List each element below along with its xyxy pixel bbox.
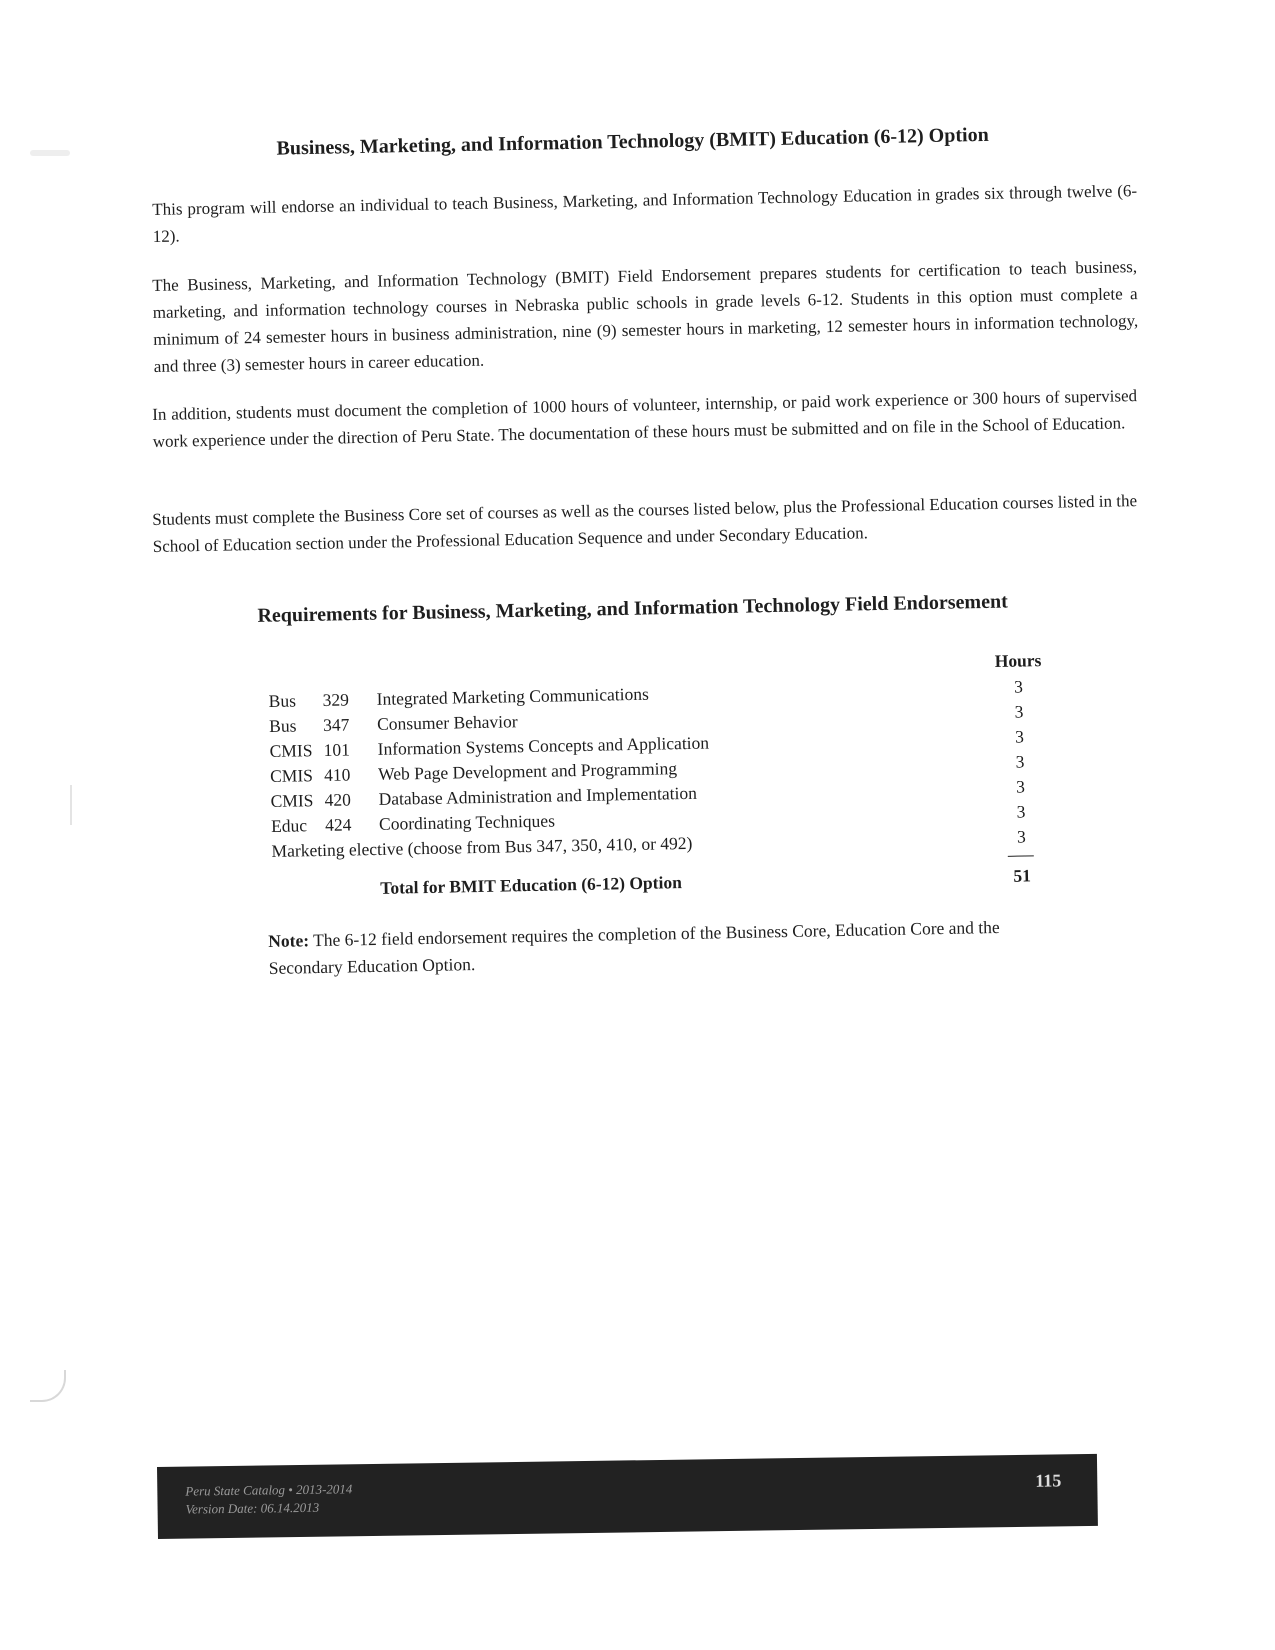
work-experience-paragraph: In addition, students must document the completion of 1000 hours of volunteer, internship, or paid work experience or 300 hours of supervised work experience under the direction of Peru State. The documentation of these hours must be submitted and on file in the School of Education. <box>152 386 1138 451</box>
note-label: Note: <box>268 930 310 951</box>
course-hours: 3 <box>1015 751 1025 772</box>
course-number: 410 <box>323 764 351 785</box>
course-hours: 3 <box>1016 801 1026 822</box>
total-divider <box>1008 855 1034 856</box>
elective-title: Marketing elective (choose from Bus 347, 350, 410, or 492) <box>271 832 693 861</box>
course-dept: Educ <box>270 815 308 836</box>
page-number: 115 <box>1035 1470 1062 1491</box>
course-number: 424 <box>324 814 352 835</box>
course-number: 420 <box>324 789 352 810</box>
business-core-paragraph: Students must complete the Business Core set of courses as well as the courses listed below, plus the Professional Education courses listed in the School of Education section under the Professional Education Sequence and under Secondary Education. <box>152 491 1138 556</box>
course-dept: Bus <box>268 715 297 736</box>
course-title: Information Systems Concepts and Application <box>377 732 710 759</box>
course-title: Database Administration and Implementation <box>378 782 698 809</box>
course-number: 347 <box>322 714 350 735</box>
course-list <box>268 674 1051 864</box>
footer-bar <box>157 1454 1098 1539</box>
course-dept: CMIS <box>269 765 314 786</box>
course-hours: 3 <box>1014 726 1025 747</box>
course-hours: 3 <box>1013 676 1024 697</box>
course-number: 101 <box>323 739 351 760</box>
scan-artifact <box>30 1370 66 1402</box>
course-dept: CMIS <box>269 740 313 761</box>
intro-paragraph: This program will endorse an individual to teach Business, Marketing, and Information Technology Education in grades six through twelve (6-12). <box>152 181 1138 246</box>
course-hours: 3 <box>1015 776 1026 797</box>
hours-column-header: Hours <box>994 650 1042 672</box>
total-row <box>272 862 1052 903</box>
note-text: The 6-12 field endorsement requires the completion of the Business Core, Education Core and the Secondary Education Option. <box>268 916 1000 978</box>
course-dept: CMIS <box>270 790 314 811</box>
course-title: Coordinating Techniques <box>378 810 556 834</box>
course-number: 329 <box>322 689 350 710</box>
course-dept: Bus <box>268 690 297 711</box>
footer-catalog-info <box>185 1480 353 1518</box>
total-label: Total for BMIT Education (6-12) Option <box>380 872 683 898</box>
scan-artifact <box>70 785 72 825</box>
footer-version-date: Version Date: 06.14.2013 <box>185 1499 320 1517</box>
total-hours: 51 <box>1013 865 1032 886</box>
course-title: Web Page Development and Programming <box>377 758 678 784</box>
course-title: Consumer Behavior <box>376 711 518 734</box>
note <box>268 913 1044 982</box>
requirements-table <box>268 650 1048 898</box>
requirements-heading: Requirements for Business, Marketing, and Information Technology Field Endorsement <box>257 590 1008 627</box>
footer-catalog-name: Peru State Catalog • 2013-2014 <box>185 1481 353 1499</box>
elective-hours: 3 <box>1016 826 1026 847</box>
course-hours: 3 <box>1014 701 1024 722</box>
page-title: Business, Marketing, and Information Technology (BMIT) Education (6-12) Option <box>276 123 989 160</box>
course-title: Integrated Marketing Communications <box>376 683 649 709</box>
endorsement-paragraph: The Business, Marketing, and Information Technology (BMIT) Field Endorsement prepares students for certification to teach business, marketing, and information technology courses in Nebraska public schools in grade levels 6-12. Students in this option must complete a minimum of 24 semester hours in business administration, nine (9) semester hours in marketing, 12 semester hours in information technology, and three (3) semester hours in career education. <box>152 257 1139 376</box>
scan-artifact <box>30 150 70 156</box>
